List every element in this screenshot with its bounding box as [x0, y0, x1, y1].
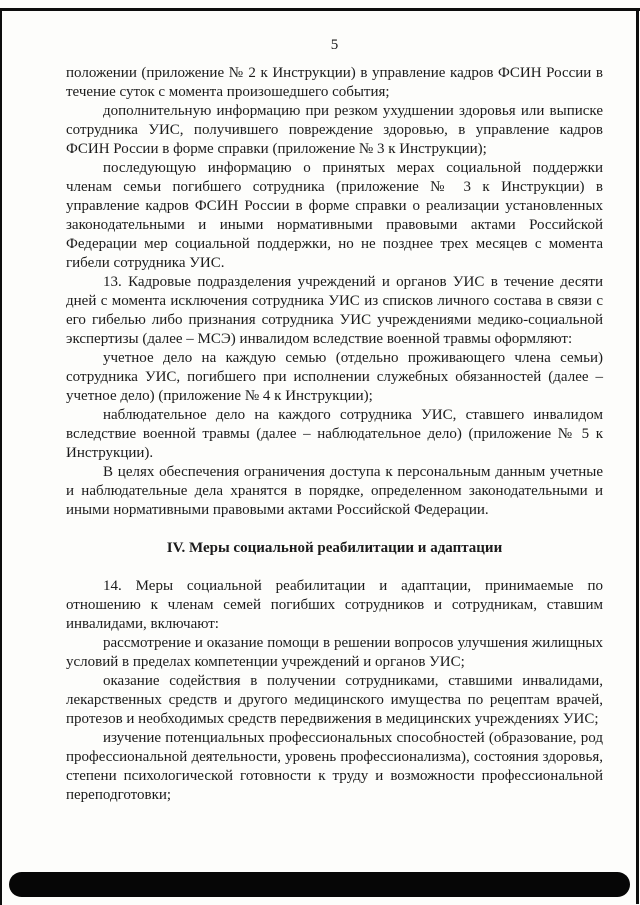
- paragraph: изучение потенциальных профессиональных способностей (образование, род профессиональной деятельности, уровень профессионализма), состояния здоровья, степени психологической готовности к труду и возможности профессиональной переподготовки;: [66, 730, 603, 803]
- page-number: 5: [330, 37, 339, 53]
- scan-edge-top: [0, 8, 640, 11]
- paragraph: последующую информацию о принятых мерах социальной поддержки членам семьи погибшего сотрудника (приложение № 3 к Инструкции) в управление кадров ФСИН России в форме справки о реализации установленных законодательными и иными нормативными правовыми актами Российской Федерации мер социальной поддержки, но не позднее трех месяцев с момента гибели сотрудника УИС.: [66, 160, 603, 271]
- paragraph: наблюдательное дело на каждого сотрудника УИС, ставшего инвалидом вследствие военной травмы (далее – наблюдательное дело) (приложение № 5 к Инструкции).: [66, 407, 603, 461]
- paragraph: дополнительную информацию при резком ухудшении здоровья или выписке сотрудника УИС, получившего повреждение здоровью, в управление кадров ФСИН России в форме справки (приложение № 3 к Инструкции);: [66, 103, 603, 157]
- paragraph: рассмотрение и оказание помощи в решении вопросов улучшения жилищных условий в пределах компетенции учреждений и органов УИС;: [66, 635, 603, 670]
- scan-edge-left: [0, 8, 2, 905]
- scan-edge-right: [636, 8, 639, 904]
- paragraph: 13. Кадровые подразделения учреждений и органов УИС в течение десяти дней с момента исключения сотрудника УИС из списков личного состава в связи с его гибелью либо признания сотрудника УИС учреждениями медико-социальной экспертизы (далее – МСЭ) инвалидом вследствие военной травмы оформляют:: [66, 274, 603, 347]
- paragraph: 14. Меры социальной реабилитации и адаптации, принимаемые по отношению к членам семей погибших сотрудников и сотрудникам, ставшим инвалидами, включают:: [66, 578, 603, 632]
- paragraph: положении (приложение № 2 к Инструкции) в управление кадров ФСИН России в течение суток с момента произошедшего события;: [66, 65, 603, 100]
- paragraph: учетное дело на каждую семью (отдельно проживающего члена семьи) сотрудника УИС, погибшего при исполнении служебных обязанностей (далее – учетное дело) (приложение № 4 к Инструкции);: [66, 350, 603, 404]
- page-content: [66, 36, 603, 805]
- paragraph: оказание содействия в получении сотрудниками, ставшими инвалидами, лекарственных средств и другого медицинского имущества по рецептам врачей, протезов и необходимых средств передвижения в медицинских учреждениях УИС;: [66, 673, 603, 727]
- scan-bar-bottom: [9, 872, 630, 897]
- paragraph: В целях обеспечения ограничения доступа к персональным данным учетные и наблюдательные дела хранятся в порядке, определенном законодательными и иными нормативными правовыми актами Российской Федерации.: [66, 464, 603, 518]
- section-heading: IV. Меры социальной реабилитации и адаптации: [166, 540, 503, 556]
